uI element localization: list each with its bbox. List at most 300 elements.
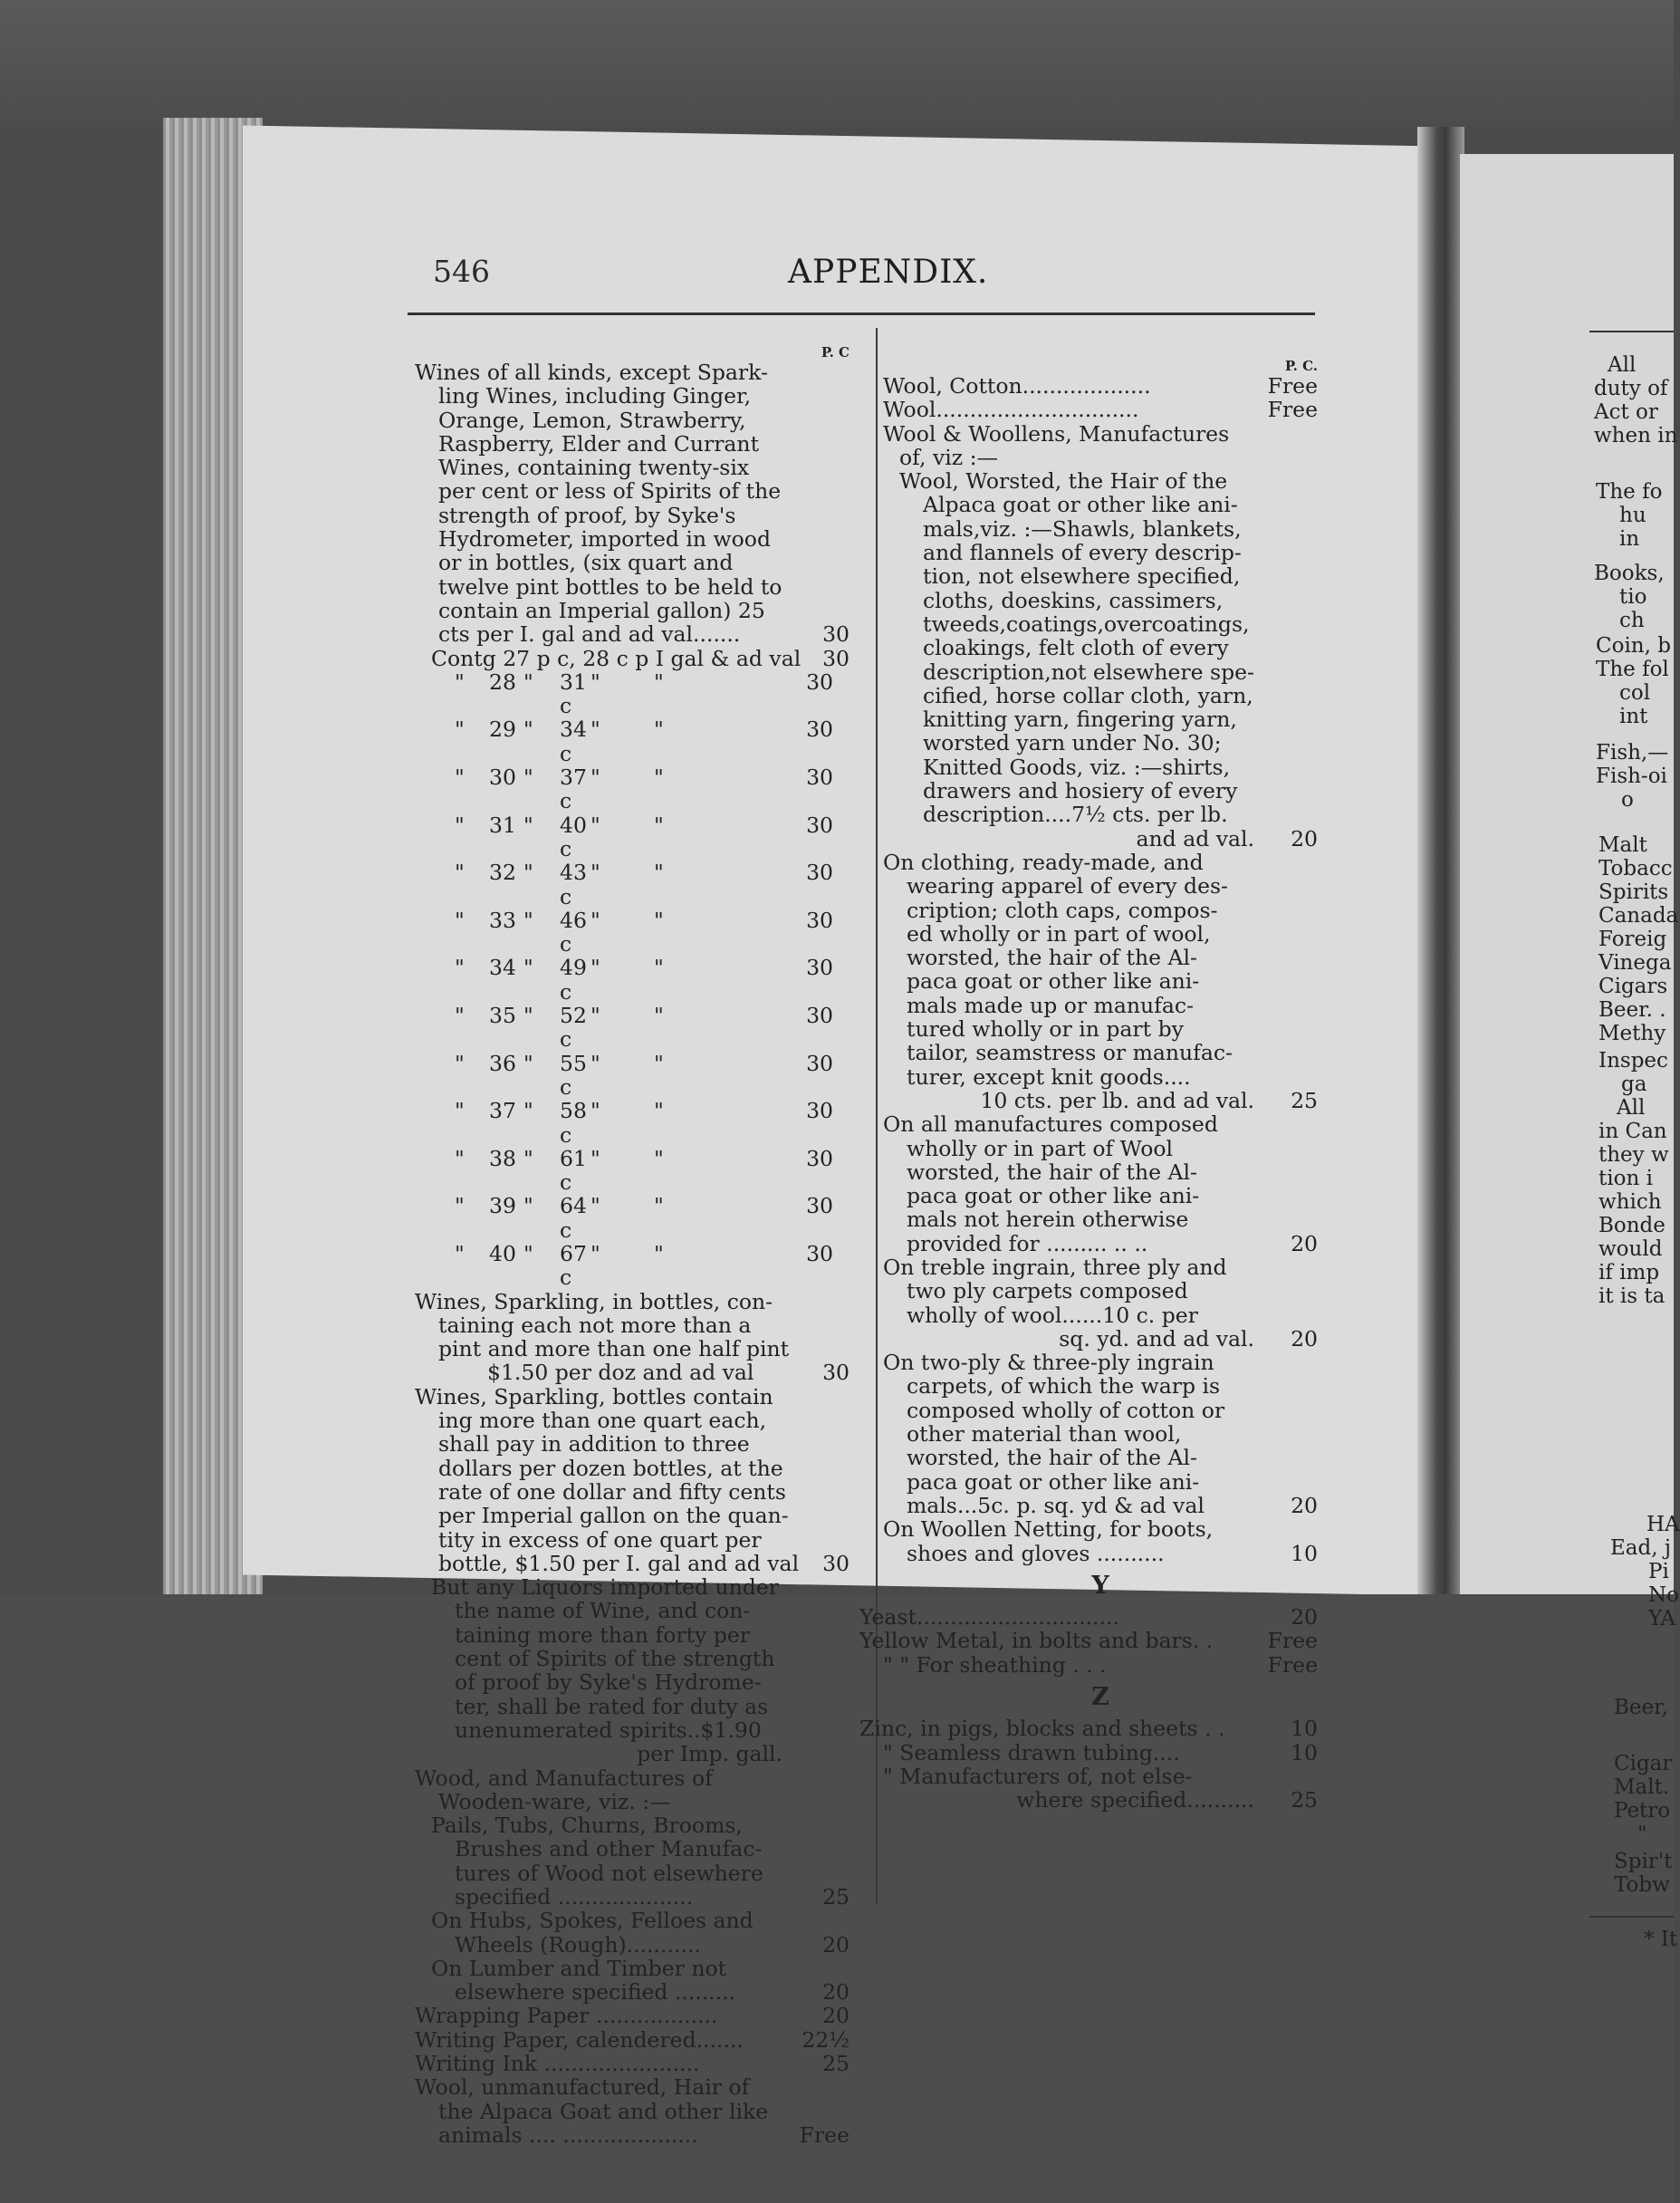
entry-text: cified, horse collar cloth, yarn, [923, 682, 1253, 708]
grade-cell-c: " [523, 1050, 533, 1076]
entry-wool-unmanufactured [415, 2075, 850, 2123]
section-letter-z: Z [1091, 1683, 1109, 1712]
facing-page-line: YA [1648, 1607, 1676, 1631]
entry-text: Brushes and other Manufac- [455, 1836, 763, 1862]
grade-cell-f: " [654, 717, 664, 743]
entry-line [883, 564, 1318, 588]
grade-cell-e: " [590, 955, 600, 981]
entry-liquors-last [415, 1742, 850, 1765]
entry-line [883, 731, 1318, 755]
entry-sparkling-2 [415, 1385, 850, 1552]
grade-cell-e: " [590, 1050, 600, 1076]
grade-row [415, 909, 850, 957]
entry-value-empty [1263, 660, 1318, 684]
entry-text: bottle, $1.50 per I. gal and ad val [438, 1550, 800, 1576]
entry-line [883, 707, 1318, 731]
entry-text: drawers and hosiery of every [923, 778, 1238, 804]
grade-cell-b: 30 [489, 765, 516, 791]
entry-line [415, 1957, 850, 1980]
entry-value-empty [795, 1504, 850, 1527]
entry-text: taining each not more than a [438, 1312, 752, 1338]
grade-cell-a: " [455, 669, 465, 695]
grade-cell-v: 30 [806, 717, 833, 743]
entry-line [415, 1695, 850, 1718]
entry-wrapping-paper [415, 2004, 850, 2027]
entry-lumber [415, 1957, 850, 1980]
entry-wood [415, 1766, 850, 1814]
entry-value-empty [1263, 731, 1318, 755]
entry-text: cloakings, felt cloth of every [923, 635, 1229, 661]
entry-text: animals .... .................... [438, 2121, 698, 2148]
entry-line [883, 1399, 1318, 1422]
page-title: APPENDIX. [788, 254, 989, 291]
entry-value-empty [795, 1718, 850, 1742]
entry-text: rate of one dollar and fifty cents [438, 1478, 786, 1505]
grade-cell-c: " [523, 1145, 533, 1171]
entry-text: tured wholly or in part by [907, 1016, 1184, 1043]
facing-page-line: Cigars [1598, 975, 1668, 998]
facing-page-line: Canada [1598, 904, 1679, 928]
entry-value-empty [1263, 707, 1318, 731]
entry-text: On two-ply & three-ply ingrain [883, 1350, 1214, 1376]
entry-line [883, 1517, 1318, 1541]
entry-contg [415, 647, 850, 670]
facing-page-line: Books, [1594, 562, 1665, 585]
grade-cell-v: 30 [806, 1193, 833, 1219]
entry-value: 10 [1291, 1739, 1318, 1765]
entry-text: where specified.......... [1016, 1787, 1254, 1813]
entry-line [883, 1374, 1318, 1398]
entry-value: Free [1267, 397, 1318, 423]
grade-cell-b: 37 [489, 1098, 516, 1124]
entry-line [883, 517, 1318, 541]
entry-line [883, 969, 1318, 993]
entry-text: two ply carpets composed [907, 1278, 1188, 1304]
entry-line [415, 1909, 850, 1932]
entry-value: Free [1267, 1651, 1318, 1678]
entry-value-empty [795, 1480, 850, 1504]
entry-line [415, 1599, 850, 1622]
facing-page-line: would [1598, 1237, 1663, 1261]
facing-page-line: The fol [1596, 658, 1669, 681]
entry-value-empty [795, 432, 850, 456]
entry-sparkling-2-last [415, 1552, 850, 1575]
entry-text: tion, not elsewhere specified, [923, 563, 1241, 590]
entry-value-empty [795, 1337, 850, 1361]
grade-cell-v: 30 [806, 1003, 833, 1029]
entry-line [415, 1790, 850, 1813]
entry-text: Pails, Tubs, Churns, Brooms, [431, 1813, 743, 1839]
entry-pails-last [415, 1885, 850, 1909]
entry-text: worsted, the hair of the Al- [907, 1159, 1197, 1185]
grade-cell-f: " [654, 1050, 664, 1076]
grade-cell-v: 30 [806, 812, 833, 838]
entry-line [415, 1409, 850, 1432]
entry-line [415, 479, 850, 503]
entry-text: turer, except knit goods.... [907, 1063, 1191, 1090]
entry-value-empty [1263, 1374, 1318, 1398]
entry-hubs [415, 1909, 850, 1932]
entry-line [883, 1184, 1318, 1207]
entry-line [883, 446, 1318, 469]
entry-text: tailor, seamstress or manufac- [907, 1040, 1233, 1066]
entry-line [415, 1290, 850, 1313]
entry-wool-cotton [883, 374, 1318, 398]
entry-line [883, 493, 1318, 516]
entry-value-empty [1263, 517, 1318, 541]
grade-cell-d: 43 c [560, 860, 587, 909]
entry-two-ply [883, 1351, 1318, 1494]
entry-value: 30 [822, 1550, 850, 1576]
entry-two-ply-last [883, 1494, 1318, 1517]
entry-value-empty [1263, 1160, 1318, 1184]
grade-cell-d: 58 c [560, 1098, 587, 1148]
entry-value-empty [1263, 493, 1318, 516]
entry-text: worsted yarn under No. 30; [923, 730, 1222, 756]
entry-value-empty [1263, 851, 1318, 874]
facing-page-line: Fish-oi [1596, 765, 1667, 788]
entry-text: " Manufacturers of, not else- [883, 1763, 1193, 1789]
grade-cell-c: " [523, 907, 533, 933]
entry-text: Orange, Lemon, Strawberry, [438, 407, 746, 433]
entry-text: Wines of all kinds, except Spark- [415, 360, 768, 385]
grade-cell-d: 37 c [560, 765, 587, 814]
grade-cell-d: 67 c [560, 1240, 587, 1291]
grade-cell-c: " [523, 812, 533, 838]
facing-page-line: it is ta [1598, 1284, 1666, 1308]
grade-cell-f: " [654, 765, 664, 791]
grade-cell-v: 30 [806, 765, 833, 791]
entry-text: Wooden-ware, viz. :— [438, 1788, 671, 1814]
entry-text: description....7½ cts. per lb. [923, 802, 1228, 828]
entry-value-empty [1263, 1065, 1318, 1089]
entry-value-empty [795, 1861, 850, 1885]
entry-text: paca goat or other like ani- [907, 1468, 1200, 1495]
facing-page-line: Fish,— [1596, 741, 1669, 765]
entry-line [883, 1112, 1318, 1136]
entry-text: ed wholly or in part of wool, [907, 920, 1211, 947]
entry-line [883, 660, 1318, 684]
entry-value-empty [1263, 1399, 1318, 1422]
entry-text: strength of proof, by Syke's [438, 502, 736, 528]
section-letter-y: Y [1091, 1571, 1109, 1600]
entry-line [883, 874, 1318, 898]
entry-text: mals,viz. :—Shawls, blankets, [923, 515, 1242, 542]
entry-text: the Alpaca Goat and other like [438, 2098, 769, 2124]
facing-page-line: Malt. [1614, 1775, 1670, 1799]
entry-value: 20 [822, 1979, 850, 2006]
entry-writing-ink [415, 2052, 850, 2075]
facing-page-line: Spir't [1614, 1850, 1673, 1873]
facing-page-line: in Can [1598, 1120, 1667, 1143]
pc-heading-left: P. C [821, 344, 850, 361]
entry-text: shall pay in addition to three [438, 1431, 750, 1457]
entry-text: " " For sheathing . . . [883, 1651, 1107, 1678]
entry-text: per Imperial gallon on the quan- [438, 1503, 789, 1529]
grade-cell-c: " [523, 955, 533, 981]
entry-value-empty [795, 1742, 850, 1765]
grade-cell-v: 30 [806, 860, 833, 886]
entry-yellow-metal [859, 1629, 1318, 1652]
entry-text: Wines, Sparkling, bottles contain [415, 1383, 773, 1409]
entry-line [415, 1766, 850, 1790]
entry-zinc-manufactures-last [883, 1788, 1318, 1812]
entry-value-empty [1263, 946, 1318, 969]
entry-line [883, 851, 1318, 874]
entry-text: Yeast.............................. [859, 1604, 1119, 1631]
grade-cell-v: 30 [806, 907, 833, 933]
entry-text: Wool, Cotton................... [883, 373, 1151, 399]
entry-text: cloths, doeskins, cassimers, [923, 587, 1224, 613]
entry-text: twelve pint bottles to be held to [438, 573, 782, 600]
entry-value-empty [1263, 1446, 1318, 1469]
grade-row [415, 717, 850, 765]
facing-page-line: The fo [1596, 480, 1663, 504]
entry-wool [883, 398, 1318, 421]
entry-value-empty [795, 1528, 850, 1552]
entry-wines-last [415, 622, 850, 646]
entry-text: pint and more than one half pint [438, 1336, 790, 1362]
entry-value-empty [1263, 636, 1318, 659]
grade-cell-b: 38 [489, 1145, 516, 1171]
grade-row [415, 956, 850, 1004]
entry-line [415, 432, 850, 456]
grade-cell-a: " [455, 765, 465, 791]
entry-value-empty [1263, 779, 1318, 803]
facing-page-footnote-rule [1589, 1916, 1674, 1918]
entry-value-empty [1263, 541, 1318, 564]
entry-text: Writing Ink ....................... [415, 2051, 700, 2077]
entry-seamless [883, 1741, 1318, 1765]
entry-value-empty [795, 409, 850, 432]
entry-text: Wood, and Manufactures of [415, 1765, 713, 1791]
grade-cell-c: " [523, 765, 533, 791]
facing-page-line: Tobacc [1598, 857, 1673, 880]
facing-page-line: All [1608, 353, 1637, 377]
entry-line [883, 469, 1318, 493]
entry-value-empty [795, 2100, 850, 2123]
entry-line [883, 922, 1318, 946]
entry-text: dollars per dozen bottles, at the [438, 1455, 783, 1481]
grade-cell-d: 34 c [560, 717, 587, 766]
entry-value-empty [795, 1290, 850, 1313]
entry-text: Wool, Worsted, the Hair of the [899, 468, 1228, 495]
entry-text: 10 cts. per lb. and ad val. [980, 1087, 1254, 1113]
entry-line [415, 1313, 850, 1337]
entry-text: cent of Spirits of the strength [455, 1646, 775, 1672]
entry-value-empty [795, 384, 850, 408]
grade-cell-f: " [654, 1098, 664, 1124]
entry-line [415, 1480, 850, 1504]
facing-page-line: Spirits [1598, 880, 1669, 904]
entry-text: Knitted Goods, viz. :—shirts, [923, 754, 1231, 780]
entry-text: Wool, unmanufactured, Hair of [415, 2074, 750, 2101]
entry-line [883, 612, 1318, 636]
entry-text: tity in excess of one quart per [438, 1526, 762, 1553]
entry-line [883, 994, 1318, 1017]
grade-row [415, 670, 850, 718]
entry-line [415, 1337, 850, 1361]
grade-cell-f: " [654, 907, 664, 933]
entry-treble-ingrain-last [883, 1327, 1318, 1351]
grade-cell-d: 52 c [560, 1003, 587, 1053]
facing-page-line: Malt [1598, 833, 1647, 857]
grade-cell-e: " [590, 1003, 600, 1029]
entry-text: the name of Wine, and con- [455, 1598, 751, 1624]
entry-line [415, 2100, 850, 2123]
grade-cell-b: 32 [489, 860, 516, 886]
grade-cell-b: 28 [489, 669, 516, 695]
entry-text: other material than wool, [907, 1421, 1182, 1448]
grade-cell-e: " [590, 907, 600, 933]
grade-cell-a: " [455, 1098, 465, 1124]
entry-text: of, viz :— [899, 444, 999, 470]
grade-cell-c: " [523, 1193, 533, 1219]
entry-value: 25 [1291, 1787, 1318, 1813]
entry-line [415, 456, 850, 479]
entry-value-empty [795, 1313, 850, 1337]
grade-cell-v: 30 [806, 669, 833, 695]
entry-value-empty [1263, 1279, 1318, 1303]
entry-value: 25 [822, 1884, 850, 1910]
entry-text: mals not herein otherwise [907, 1207, 1189, 1233]
entry-line [883, 946, 1318, 969]
grade-cell-a: " [455, 717, 465, 743]
entry-line [415, 1813, 850, 1837]
grade-row [415, 1242, 850, 1290]
entry-text: ter, shall be rated for duty as [455, 1693, 769, 1719]
grade-cell-c: " [523, 1098, 533, 1124]
entry-text: paca goat or other like ani- [907, 968, 1200, 995]
grade-cell-a: " [455, 955, 465, 981]
entry-value-empty [1263, 1112, 1318, 1136]
entry-line [415, 384, 850, 408]
grade-cell-e: " [590, 812, 600, 838]
entry-value: 20 [1291, 1604, 1318, 1631]
entry-value-empty [795, 1432, 850, 1456]
entry-text: sq. yd. and ad val. [1059, 1325, 1254, 1352]
grade-cell-e: " [590, 669, 600, 695]
entry-value-empty [795, 1670, 850, 1694]
entry-value-empty [1263, 446, 1318, 469]
entry-value-empty [1263, 1017, 1318, 1041]
entry-value-empty [1263, 755, 1318, 779]
entry-yeast [859, 1605, 1318, 1629]
entry-text: $1.50 per doz and ad val [487, 1360, 754, 1386]
entry-text: taining more than forty per [455, 1621, 750, 1648]
grade-cell-f: " [654, 812, 664, 838]
facing-page-line: Beer. . [1598, 998, 1666, 1022]
facing-page-line: which [1598, 1190, 1662, 1214]
entry-text: wholly of wool......10 c. per [907, 1302, 1198, 1328]
entry-text: per cent or less of Spirits of the [438, 478, 782, 505]
entry-text: tweeds,coatings,overcoatings, [923, 611, 1250, 637]
facing-page-line: tion i [1598, 1167, 1653, 1190]
entry-text: carpets, of which the warp is [907, 1373, 1221, 1400]
entry-value: 30 [822, 621, 850, 648]
entry-line [415, 1504, 850, 1527]
entry-woollens [883, 422, 1318, 470]
grade-cell-f: " [654, 955, 664, 981]
facing-page-line: Act or [1594, 400, 1658, 424]
entry-value-empty [1263, 1351, 1318, 1374]
entry-value-empty [1263, 1207, 1318, 1231]
entry-value-empty [1263, 922, 1318, 946]
facing-page-line: All [1617, 1096, 1646, 1120]
entry-text: worsted, the hair of the Al- [907, 1445, 1197, 1471]
entry-value: 10 [1291, 1716, 1318, 1742]
header-rule [408, 313, 1315, 315]
left-column [415, 344, 850, 2147]
entry-line [415, 1457, 850, 1480]
right-column [859, 358, 1318, 1813]
entry-value-empty [795, 599, 850, 622]
entry-value: 20 [1291, 1325, 1318, 1352]
grade-cell-b: 33 [489, 907, 516, 933]
entry-zinc [859, 1717, 1318, 1740]
book-gutter [1417, 127, 1464, 1612]
grade-cell-a: " [455, 1003, 465, 1029]
entry-value-empty [795, 527, 850, 551]
grade-cell-b: 36 [489, 1050, 516, 1076]
entry-value-empty [1263, 1184, 1318, 1207]
facing-page-line: Bonde [1598, 1214, 1666, 1237]
entry-line [415, 1385, 850, 1409]
entry-value-empty [795, 1813, 850, 1837]
entry-line [883, 1065, 1318, 1089]
facing-page-line: if imp [1598, 1261, 1660, 1284]
entry-value-empty [795, 456, 850, 479]
entry-text: shoes and gloves .......... [907, 1540, 1165, 1566]
entry-line [415, 504, 850, 527]
grade-cell-e: " [590, 860, 600, 886]
entry-line [415, 551, 850, 574]
grade-cell-v: 30 [806, 1098, 833, 1124]
entry-value-empty [795, 361, 850, 384]
grade-cell-d: 46 c [560, 907, 587, 957]
entry-value-empty [795, 1647, 850, 1670]
entry-value-empty [1263, 899, 1318, 922]
grade-cell-b: 34 [489, 955, 516, 981]
grade-row [415, 1052, 850, 1100]
entry-text: paca goat or other like ani- [907, 1183, 1200, 1209]
entry-text: On Woollen Netting, for boots, [883, 1516, 1214, 1543]
entry-text: specified .................... [455, 1884, 694, 1910]
entry-text: On Lumber and Timber not [431, 1955, 727, 1981]
entry-line [415, 1623, 850, 1647]
facing-page-line: when in [1594, 424, 1678, 447]
entry-text: " Seamless drawn tubing.... [883, 1739, 1180, 1765]
facing-page-line: HA [1646, 1513, 1680, 1536]
entry-value-empty [1263, 564, 1318, 588]
entry-text: contain an Imperial gallon) 25 [438, 597, 765, 623]
grade-cell-a: " [455, 1193, 465, 1219]
entry-line [415, 1670, 850, 1694]
entry-sparkling-1 [415, 1290, 850, 1361]
entry-line [415, 527, 850, 551]
entry-text: of proof by Syke's Hydrome- [455, 1669, 762, 1696]
entry-text: cription; cloth caps, compos- [907, 897, 1218, 923]
entry-text: Wrapping Paper .................. [415, 2003, 718, 2029]
grade-cell-a: " [455, 1145, 465, 1171]
entry-line [883, 541, 1318, 564]
grade-row [415, 1099, 850, 1147]
entry-line [415, 599, 850, 622]
entry-text: unenumerated spirits..$1.90 [455, 1717, 762, 1743]
grades-table [415, 670, 850, 1290]
entry-value-empty [795, 1599, 850, 1622]
entry-pails [415, 1813, 850, 1885]
